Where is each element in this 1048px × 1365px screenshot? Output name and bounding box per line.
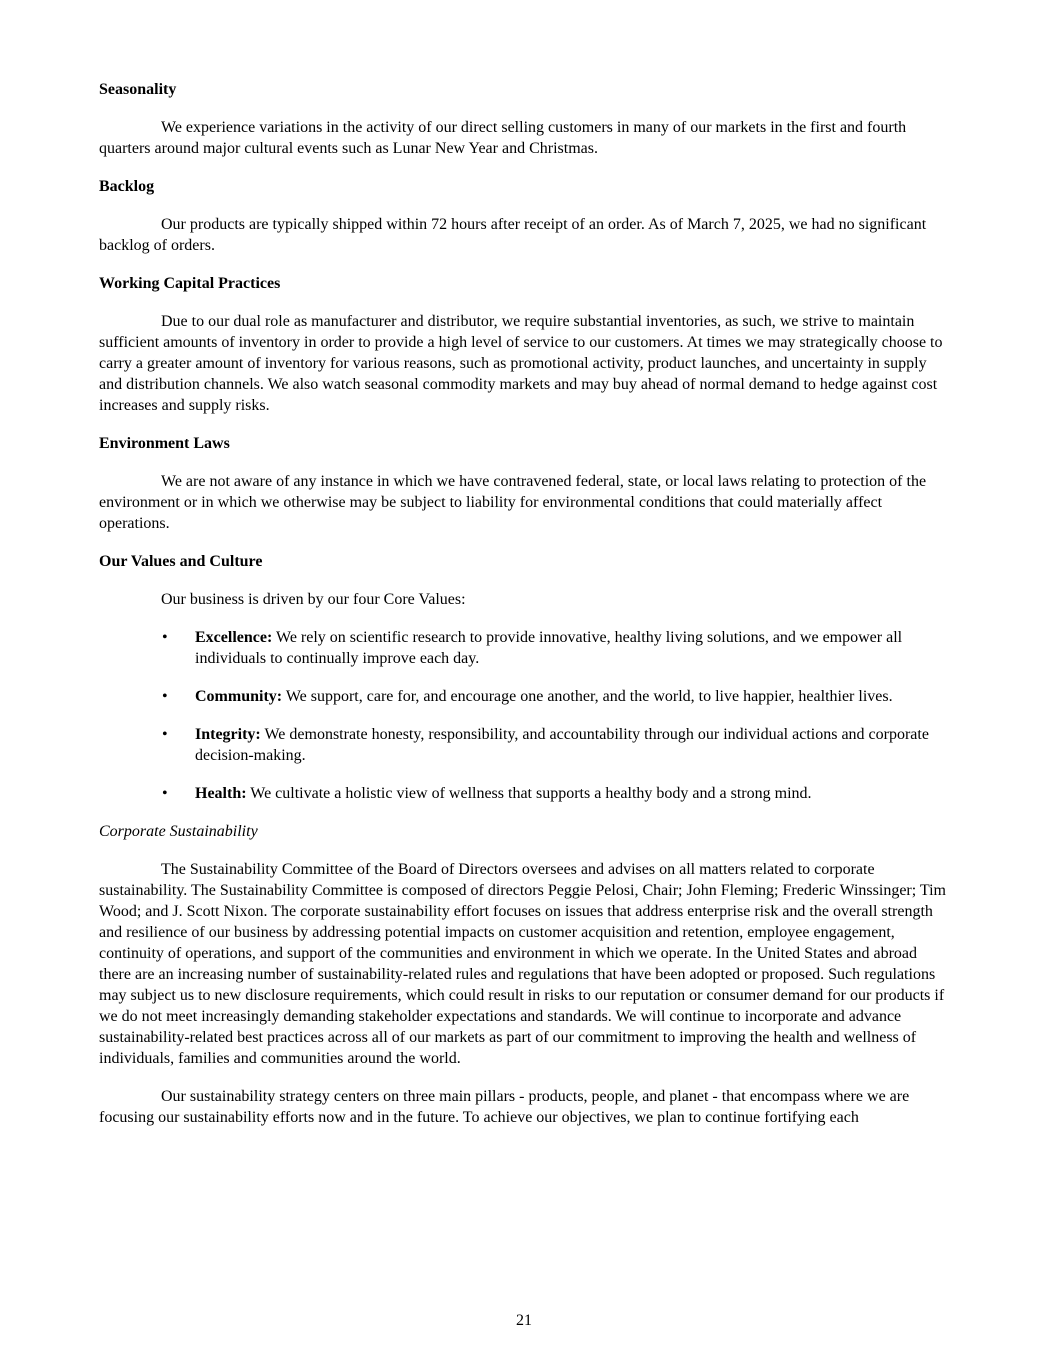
- bullet-text: We demonstrate honesty, responsibility, and accountability through our individual actions and corporate decision-making.: [195, 726, 929, 764]
- working-capital-paragraph: Due to our dual role as manufacturer and distributor, we require substantial inventories, as such, we strive to maintain sufficient amounts of inventory in order to provide a high level of service to our customers. At times we may strategically choose to carry a greater amount of inventory for various reasons, such as promotional activity, product launches, and uncertainty in supply and distribution channels. We also watch seasonal commodity markets and may buy ahead of normal demand to hedge against cost increases and supply risks.: [99, 313, 943, 414]
- bullet-icon: •: [162, 629, 168, 646]
- section-heading-environment-laws: Environment Laws: [99, 435, 230, 452]
- bullet-label: Integrity:: [195, 726, 261, 743]
- seasonality-paragraph: We experience variations in the activity of our direct selling customers in many of our markets in the first and fourth quarters around major cultural events such as Lunar New Year and Christmas.: [99, 119, 907, 157]
- section-heading-values-culture: Our Values and Culture: [99, 553, 263, 570]
- section-heading-seasonality: Seasonality: [99, 81, 177, 98]
- bullet-item-excellence: [99, 627, 949, 669]
- section-heading-corporate-sustainability: Corporate Sustainability: [99, 823, 258, 840]
- corporate-sustainability-paragraph-1: The Sustainability Committee of the Board of Directors oversees and advises on all matters related to corporate sustainability. The Sustainability Committee is composed of directors Peggie Pelosi, Chair; John Fleming; Frederic Winssinger; Tim Wood; and J. Scott Nixon. The corporate sustainability effort focuses on issues that address enterprise risk and the overall strength and resilience of our business by addressing potential impacts on customer acquisition and retention, employee engagement, continuity of operations, and support of the communities and environment in which we operate. In the United States and abroad there are an increasing number of sustainability-related rules and regulations that have been adopted or proposed. Such regulations may subject us to new disclosure requirements, which could result in risks to our reputation or consumer demand for our products if we do not meet increasingly demanding stakeholder expectations and standards. We will continue to incorporate and advance sustainability-related best practices across all of our markets as part of our commitment to improving the health and wellness of individuals, families and communities around the world.: [99, 861, 946, 1067]
- bullet-item-integrity: [99, 724, 949, 766]
- core-values-list: [99, 627, 949, 804]
- section-heading-backlog: Backlog: [99, 178, 155, 195]
- bullet-icon: •: [162, 726, 168, 743]
- bullet-icon: •: [162, 688, 168, 705]
- backlog-paragraph: Our products are typically shipped within 72 hours after receipt of an order. As of March 7, 2025, we had no significant backlog of orders.: [99, 216, 927, 254]
- bullet-text: We rely on scientific research to provide innovative, healthy living solutions, and we empower all individuals to continually improve each day.: [195, 629, 903, 667]
- corporate-sustainability-paragraph-2: Our sustainability strategy centers on three main pillars - products, people, and planet - that encompass where we are focusing our sustainability efforts now and in the future. To achieve our objectives, we plan to continue fortifying each: [99, 1088, 910, 1126]
- bullet-text: We support, care for, and encourage one another, and the world, to live happier, healthier lives.: [282, 688, 893, 705]
- values-intro-paragraph: Our business is driven by our four Core Values:: [161, 591, 466, 608]
- bullet-item-health: [99, 783, 949, 804]
- bullet-item-community: [99, 686, 949, 707]
- document-content: [99, 79, 949, 1128]
- bullet-label: Health:: [195, 785, 247, 802]
- page-number: 21: [516, 1312, 532, 1329]
- bullet-label: Community:: [195, 688, 283, 705]
- environment-laws-paragraph: We are not aware of any instance in which we have contravened federal, state, or local laws relating to protection of the environment or in which we otherwise may be subject to liability for environmental conditions that could materially affect operations.: [99, 473, 927, 532]
- section-heading-working-capital: Working Capital Practices: [99, 275, 281, 292]
- bullet-label: Excellence:: [195, 629, 273, 646]
- bullet-text: We cultivate a holistic view of wellness that supports a healthy body and a strong mind.: [246, 785, 812, 802]
- bullet-icon: •: [162, 785, 168, 802]
